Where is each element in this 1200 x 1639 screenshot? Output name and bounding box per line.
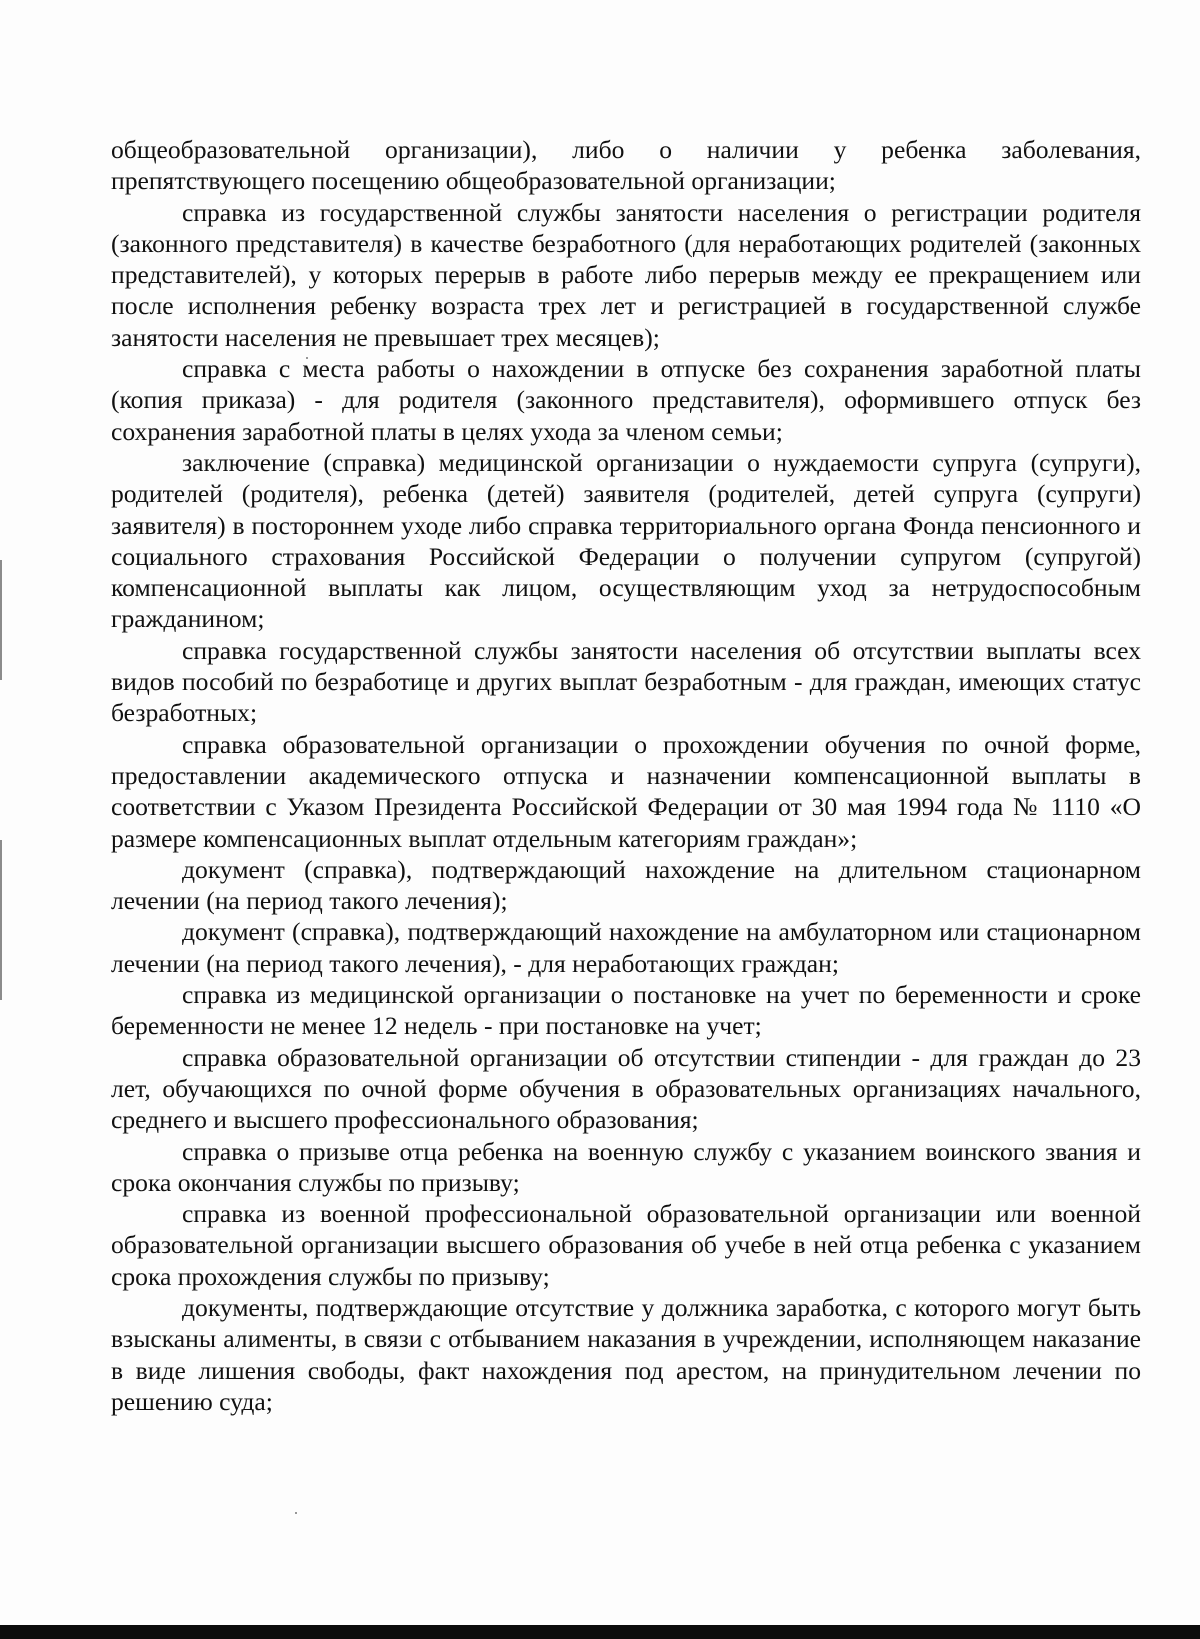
paragraph-military-conscription: справка о призыве отца ребенка на военную службу с указанием воинского звания и срока окончания службы по призыву; xyxy=(111,1136,1141,1197)
paragraph-outpatient-inpatient: документ (справка), подтверждающий нахождение на амбулаторном или стационарном лечении (на период такого лечения), - для неработающих граждан; xyxy=(111,917,1141,978)
paragraph-long-term-inpatient: документ (справка), подтверждающий нахождение на длительном стационарном лечении (на период такого лечения); xyxy=(111,854,1141,916)
paragraph-unpaid-leave: справка с места работы о нахождении в отпуске без сохранения заработной платы (копия приказа) - для родителя (законного представителя), оформившего отпуск без сохранения заработной платы в целях ухода за членом семьи; xyxy=(111,354,1141,446)
scan-bottom-border xyxy=(0,1625,1200,1639)
scan-speck xyxy=(295,1512,297,1514)
paragraph-military-education: справка из военной профессиональной образовательной организации или военной образовательной организации высшего образования об учебе в ней отца ребенка с указанием срока прохождения службы по призыву; xyxy=(111,1199,1141,1291)
paragraph-no-stipend: справка образовательной организации об отсутствии стипендии - для граждан до 23 лет, обучающихся по очной форме обучения в образовательных организациях начального, среднего и высшего профессионального образования; xyxy=(111,1042,1141,1135)
paragraph-continuation: общеобразовательной организации), либо о наличии у ребенка заболевания, препятствующего посещению общеобразовательной организации; xyxy=(111,135,1141,196)
paragraph-employment-service-registration: справка из государственной службы занятости населения о регистрации родителя (законного представителя) в качестве безработного (для неработающих родителей (законных представителей), у которых перерыв в работе либо перерыв между ее прекращением или после исполнения ребенку возраста трех лет и регистрацией в государственной службе занятости населения не превышает трех месяцев); xyxy=(111,197,1141,352)
paragraph-pregnancy-registration: справка из медицинской организации о постановке на учет по беременности и сроке беременности не менее 12 недель - при постановке на учет; xyxy=(111,980,1141,1041)
paragraph-debtor-no-earnings: документы, подтверждающие отсутствие у должника заработка, с которого могут быть взысканы алименты, в связи с отбыванием наказания в учреждении, исполняющем наказание в виде лишения свободы, факт нахождения под арестом, на принудительном лечении по решению суда; xyxy=(111,1292,1141,1416)
paragraph-full-time-education: справка образовательной организации о прохождении обучения по очной форме, предоставлении академического отпуска и назначении компенсационной выплаты в соответствии с Указом Президента Российской Федерации от 30 мая 1994 года № 1110 «О размере компенсационных выплат отдельным категориям граждан»; xyxy=(111,729,1141,853)
paragraph-unemployment-benefits: справка государственной службы занятости населения об отсутствии выплаты всех видов пособий по безработице и других выплат безработным - для граждан, имеющих статус безработных; xyxy=(111,635,1141,728)
document-body xyxy=(111,134,1141,1417)
scan-edge-mark xyxy=(0,560,2,680)
paragraph-medical-care-need: заключение (справка) медицинской организации о нуждаемости супруга (супруги), родителей (родителя), ребенка (детей) заявителя (родителей, детей супруга (супруги) заявителя) в постороннем уходе либо справка территориального органа Фонда пенсионного и социального страхования Российской Федерации о получении супругом (супругой) компенсационной выплаты как лицом, осуществляющим уход за нетрудоспособным гражданином; xyxy=(111,447,1141,634)
scan-edge-mark xyxy=(0,840,2,1000)
